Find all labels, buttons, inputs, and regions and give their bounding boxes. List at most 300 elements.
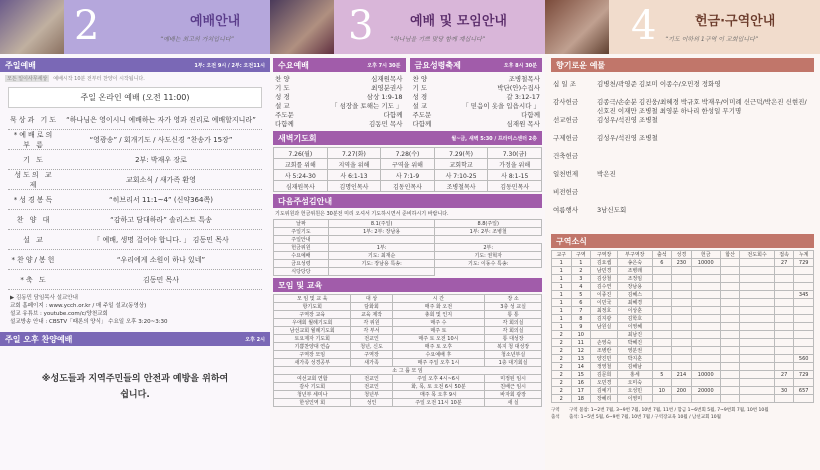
- table-cell: 미정된 임시: [485, 375, 542, 383]
- table-cell: 2: [552, 395, 572, 403]
- order-value: 2부: 박재우 장로: [135, 155, 187, 164]
- table-cell: 김혜스: [618, 291, 652, 299]
- table-cell: 청소년부실: [485, 351, 542, 359]
- table-cell: 매주 토: [392, 327, 485, 335]
- table-cell: [740, 323, 774, 331]
- page-worship: [0, 0, 270, 470]
- group-report-row: [552, 291, 814, 299]
- footer-tag: 출석: [551, 415, 560, 420]
- table-header: 시 간: [392, 295, 485, 303]
- table-cell: [740, 267, 774, 275]
- table-cell: [672, 355, 692, 363]
- table-header: 성경: [672, 251, 692, 259]
- table-cell: [740, 355, 774, 363]
- table-cell: 전교인: [351, 383, 392, 391]
- offering-list: [545, 74, 820, 234]
- table-cell: [740, 283, 774, 291]
- next-row: [274, 236, 542, 244]
- table-cell: 27: [774, 259, 794, 267]
- link-youtube[interactable]: 설교 유튜브 : youtube.com/c/양천교회: [10, 311, 108, 317]
- church-photo: [545, 0, 609, 54]
- table-cell: 3층 성 교실: [485, 303, 542, 311]
- table-cell: [691, 283, 720, 291]
- table-cell: [720, 379, 740, 387]
- table-cell: 주일 오전 11시 10분: [392, 399, 485, 407]
- table-cell: 6: [571, 299, 591, 307]
- table-cell: [794, 307, 814, 315]
- table-cell: [774, 379, 794, 387]
- order-line: [413, 74, 541, 83]
- order-line: [413, 101, 541, 110]
- table-cell: 사 6:1-13: [327, 170, 381, 181]
- offering-label: 구제헌금: [553, 134, 579, 142]
- table-cell: [740, 371, 774, 379]
- table-cell: [691, 347, 720, 355]
- table-cell: 조병철목사: [434, 181, 488, 192]
- order-row: [8, 270, 262, 290]
- table-cell: [652, 347, 672, 355]
- group-report-row: [552, 323, 814, 331]
- table-cell: 가정을 위해: [488, 159, 542, 170]
- offering-label: 건축헌금: [553, 152, 579, 160]
- next-row: [274, 220, 542, 228]
- table-cell: 정영철: [591, 363, 618, 371]
- table-cell: 한성인역 회: [274, 399, 351, 407]
- table-cell: 친배근 임시: [485, 383, 542, 391]
- table-cell: 214: [672, 371, 692, 379]
- table-cell: [691, 323, 720, 331]
- order-label: 기 도: [23, 155, 45, 164]
- table-cell: 남선교회 월례기도회: [274, 327, 351, 335]
- table-cell: 2: [552, 355, 572, 363]
- table-header: 교구: [552, 251, 572, 259]
- table-cell: 345: [794, 291, 814, 299]
- offering-row: [553, 134, 812, 152]
- table-cell: [720, 387, 740, 395]
- page-subtitle: “기도 이하의 1구역 이 교회입니다”: [665, 36, 759, 43]
- offering-row: [553, 206, 812, 224]
- table-cell: 김학호: [618, 315, 652, 323]
- table-cell: 1: [552, 275, 572, 283]
- order-line: [413, 119, 541, 128]
- line-label: 기 도: [275, 84, 290, 92]
- table-cell: [652, 299, 672, 307]
- table-cell: 이영미: [618, 395, 652, 403]
- table-cell: [691, 267, 720, 275]
- table-cell: 김수연: [591, 283, 618, 291]
- table-cell: 사 8:1-15: [488, 170, 542, 181]
- table-cell: 조정임: [618, 275, 652, 283]
- group-report-header: [552, 251, 814, 259]
- table-cell: 교회를 위해: [274, 159, 328, 170]
- table-cell: [794, 395, 814, 403]
- group-report-row: [552, 259, 814, 267]
- table-cell: [691, 331, 720, 339]
- table-cell: 새 실: [485, 399, 542, 407]
- table-cell: 조병래: [618, 267, 652, 275]
- section-title: 향기로운 예물: [556, 60, 606, 70]
- table-cell: [740, 331, 774, 339]
- table-cell: [652, 275, 672, 283]
- order-row: [8, 250, 262, 270]
- link-homepage[interactable]: 교회 홈페이지 : www.ycch.or.kr / 매 주일 설교(동영상): [10, 303, 147, 309]
- group-report-row: [552, 299, 814, 307]
- table-cell: 전교인: [351, 335, 392, 343]
- table-cell: [720, 307, 740, 315]
- link-sermon[interactable]: ▶ 김동민 담임목사 설교안내: [10, 295, 78, 301]
- table-cell: [794, 379, 814, 387]
- table-cell: 구역을 위해: [381, 159, 435, 170]
- order-value: “우리에게 소원이 하나 있네”: [116, 255, 206, 264]
- table-cell: 우애회 월례기도회: [274, 319, 351, 327]
- table-header: 합산: [720, 251, 740, 259]
- section-title: 모임 및 교육: [278, 280, 323, 290]
- table-cell: [774, 339, 794, 347]
- table-cell: [720, 395, 740, 403]
- line-label: 설 교: [275, 102, 290, 110]
- offering-names: 김성우/석진영 조병철: [597, 134, 658, 142]
- header: [270, 0, 545, 54]
- offering-names: 박은진: [597, 170, 616, 178]
- section-afternoon: [0, 332, 270, 346]
- order-row: [8, 190, 262, 210]
- table-cell: [774, 355, 794, 363]
- table-cell: [691, 315, 720, 323]
- table-cell: 최남진: [618, 331, 652, 339]
- order-value: 「 예배, 생명 걸어야 합니다. 」 김동민 목사: [93, 235, 229, 244]
- table-cell: [740, 299, 774, 307]
- group-report-row: [552, 307, 814, 315]
- table-cell: 매주 화 오전: [392, 303, 485, 311]
- table-cell: [652, 339, 672, 347]
- table-cell: [740, 347, 774, 355]
- page-title: 예배안내: [190, 14, 241, 29]
- offering-row: [553, 98, 812, 116]
- table-cell: [691, 395, 720, 403]
- line-value: 다함께: [275, 120, 294, 128]
- header: [0, 0, 270, 54]
- dawn-row: [274, 148, 542, 159]
- table-cell: [740, 307, 774, 315]
- section-sunday: [0, 58, 270, 72]
- table-cell: 바자회 광장: [485, 391, 542, 399]
- table-header: 장 소: [485, 295, 542, 303]
- order-value: 김동민 목사: [142, 275, 180, 284]
- table-cell: 최혜경: [618, 299, 652, 307]
- table-cell: 1: [552, 315, 572, 323]
- table-cell: 7.28(수): [381, 148, 435, 159]
- table-cell: 기도: 최재순: [328, 252, 435, 260]
- table-cell: 김지광: [591, 315, 618, 323]
- table-cell: 각 부서: [351, 327, 392, 335]
- table-cell: 복지 청 대성장: [485, 343, 542, 351]
- table-cell: 이상훈: [618, 307, 652, 315]
- table-cell: [691, 379, 720, 387]
- table-cell: 기도: 이동수 특송:: [435, 260, 542, 268]
- table-cell: [672, 323, 692, 331]
- table-cell: 오민경: [591, 379, 618, 387]
- table-cell: 16: [571, 379, 591, 387]
- offering-names: 김종극/손순분 김진웅/최혜경 박규호 박재우/이미례 신근덕/박은진 신현진/신호진 이재만 조병철 최영분 하나리 한성일 무기명: [597, 98, 807, 115]
- table-cell: 2: [552, 371, 572, 379]
- group-report-row: [552, 283, 814, 291]
- table-cell: [720, 331, 740, 339]
- table-cell: 새가족: [351, 359, 392, 367]
- table-cell: 1부: 2부: 조병철: [435, 228, 542, 236]
- table-cell: 7.29(목): [434, 148, 488, 159]
- table-cell: [774, 275, 794, 283]
- table-cell: 기도: 권혁자: [435, 252, 542, 260]
- order-value: 교회소식 / 새가족 환영: [126, 175, 196, 184]
- line-label: 주도문: [412, 111, 432, 119]
- table-header: 전도회수: [740, 251, 774, 259]
- group2-row: [274, 399, 542, 407]
- table-cell: 총회 및 인지: [392, 311, 485, 319]
- table-cell: 김명인목사: [327, 181, 381, 192]
- table-cell: [652, 379, 672, 387]
- table-cell: 새가족 성경공부: [274, 359, 351, 367]
- section-wed: [273, 58, 406, 72]
- note: [0, 72, 270, 85]
- table-cell: 729: [794, 371, 814, 379]
- group-row: [274, 311, 542, 319]
- table-cell: 수요예배: [274, 252, 329, 260]
- header: [545, 0, 820, 54]
- table-header: 출석: [652, 251, 672, 259]
- table-cell: 박지훈: [618, 355, 652, 363]
- table-cell: 13: [571, 355, 591, 363]
- table-cell: 화, 목, 토 오전 6시 50분: [392, 383, 485, 391]
- table-cell: 헌금위원: [274, 244, 329, 252]
- table-cell: [794, 363, 814, 371]
- section-title: 주일 오후 찬양예배: [5, 334, 73, 344]
- line-value: 박단(안)수집사: [497, 84, 540, 92]
- table-cell: [794, 347, 814, 355]
- table-cell: 매주 토 오전 10시: [392, 335, 485, 343]
- table-cell: 1: [552, 299, 572, 307]
- order-line: [413, 83, 541, 92]
- table-cell: [794, 267, 814, 275]
- section-title: 구역소식: [556, 236, 587, 246]
- table-cell: 7.27(화): [327, 148, 381, 159]
- table-cell: [652, 323, 672, 331]
- table-cell: [794, 339, 814, 347]
- order-value: “하나님은 영이시니 예배하는 자가 영과 진리로 예배할지니라”: [66, 115, 256, 124]
- table-cell: [720, 339, 740, 347]
- section-title: 새벽기도회: [278, 133, 317, 143]
- table-cell: 매주 주일 오후 1시: [392, 359, 485, 367]
- table-cell: 조병란: [591, 347, 618, 355]
- table-cell: 양진민: [591, 355, 618, 363]
- offering-row: [553, 170, 812, 188]
- group-report-row: [552, 379, 814, 387]
- page-number: 3: [348, 3, 374, 49]
- table-cell: 230: [672, 259, 692, 267]
- table-header: 누계: [794, 251, 814, 259]
- section-dawn: [273, 131, 542, 145]
- table-cell: 729: [794, 259, 814, 267]
- line-label: 성 경: [275, 93, 290, 101]
- table-cell: [740, 275, 774, 283]
- group-report-table: [551, 250, 814, 403]
- table-cell: 8.1(주일): [328, 220, 435, 228]
- table-cell: [652, 315, 672, 323]
- table-cell: 오성민: [618, 387, 652, 395]
- footer-tag: 구역: [551, 408, 560, 413]
- offering-row: [553, 152, 812, 170]
- line-value: 다함께: [412, 120, 432, 128]
- table-cell: 20000: [691, 387, 720, 395]
- table-cell: 3: [571, 275, 591, 283]
- table-cell: 통 대성장: [485, 335, 542, 343]
- table-cell: 14: [571, 363, 591, 371]
- table-cell: [652, 331, 672, 339]
- table-cell: [691, 307, 720, 315]
- table-cell: [774, 323, 794, 331]
- order-line: [413, 110, 541, 119]
- section-title: 다음주섬김안내: [278, 196, 333, 206]
- next-row: [274, 244, 542, 252]
- order-label: 찬 양 대: [16, 215, 52, 224]
- table-cell: [672, 363, 692, 371]
- offering-label: 선교헌금: [553, 116, 579, 124]
- line-value: 김동민 목사: [369, 120, 403, 128]
- church-photo: [270, 0, 334, 54]
- order-line: [275, 83, 403, 92]
- table-cell: [691, 275, 720, 283]
- offering-row: [553, 80, 812, 98]
- order-line: [275, 119, 403, 128]
- group-row: [274, 327, 542, 335]
- next-note: 기도위원과 헌금위원은 30분전 미리 오셔서 기도하시면서 준비하시기 바랍니다.: [275, 211, 449, 217]
- group-row: [274, 351, 542, 359]
- table-cell: 7.26(월): [274, 148, 328, 159]
- dawn-table: [273, 147, 542, 192]
- section-title: 수요예배: [278, 60, 309, 70]
- table-header: 모 임 및 교 육: [274, 295, 351, 303]
- group-report-row: [552, 395, 814, 403]
- table-cell: [740, 395, 774, 403]
- table-cell: 청년부 세미나: [274, 391, 351, 399]
- table-cell: [652, 363, 672, 371]
- table-cell: [794, 331, 814, 339]
- group2-row: [274, 383, 542, 391]
- table-cell: 김동민목사: [488, 181, 542, 192]
- table-cell: [774, 267, 794, 275]
- fri-order: [408, 74, 546, 128]
- section-time: 오후 7시 30분: [367, 62, 401, 69]
- table-cell: 2: [552, 331, 572, 339]
- order-label: 설 교: [23, 235, 45, 244]
- table-cell: [691, 363, 720, 371]
- group-report-row: [552, 331, 814, 339]
- group-report-row: [552, 363, 814, 371]
- table-cell: 성인: [351, 399, 392, 407]
- table-cell: [740, 259, 774, 267]
- table-cell: [672, 291, 692, 299]
- table-cell: [691, 355, 720, 363]
- table-cell: 박혜진: [618, 339, 652, 347]
- table-cell: 항기도회: [274, 303, 351, 311]
- table-cell: 1: [552, 307, 572, 315]
- table-cell: [652, 283, 672, 291]
- sermon-links: [0, 290, 270, 330]
- table-cell: 토요제자 기도회: [274, 335, 351, 343]
- table-cell: 18: [571, 395, 591, 403]
- section-groups: [551, 234, 814, 248]
- next-row: [274, 228, 542, 236]
- table-cell: [774, 291, 794, 299]
- order-line: [275, 74, 403, 83]
- table-cell: [740, 291, 774, 299]
- table-cell: [720, 259, 740, 267]
- table-cell: 송은숙: [618, 259, 652, 267]
- table-cell: [774, 395, 794, 403]
- table-cell: 5: [652, 371, 672, 379]
- table-cell: [774, 347, 794, 355]
- line-value: 조병철목사: [508, 75, 540, 83]
- table-cell: 홍세: [618, 371, 652, 379]
- section-fri: [410, 58, 543, 72]
- table-cell: [720, 299, 740, 307]
- group-report-row: [552, 315, 814, 323]
- line-value: 심재원 목사: [506, 120, 540, 128]
- table-cell: 1층 대기회실: [485, 359, 542, 367]
- table-cell: 통 통: [485, 311, 542, 319]
- section-time: 1부: 오전 9시 / 2부: 오전11시: [194, 62, 265, 69]
- line-value: 삼상 1:9-18: [366, 93, 403, 101]
- table-cell: 교육 제작: [351, 311, 392, 319]
- line-value: 갈 3:12-17: [506, 93, 540, 101]
- table-cell: 2: [552, 387, 572, 395]
- line-label: 찬 양: [275, 75, 290, 83]
- line-value: 「 믿음이 옷을 입읍시다 」: [462, 102, 540, 110]
- table-cell: 30: [774, 387, 794, 395]
- table-cell: [720, 291, 740, 299]
- table-cell: 사 5:24-30: [274, 170, 328, 181]
- table-cell: [740, 339, 774, 347]
- table-cell: 200: [672, 387, 692, 395]
- table-cell: 손영숙: [591, 339, 618, 347]
- table-cell: 구역장 모임: [274, 351, 351, 359]
- table-cell: [652, 355, 672, 363]
- table-cell: 사 7:10-25: [434, 170, 488, 181]
- table-cell: 전교인: [351, 375, 392, 383]
- link-broadcast[interactable]: 설교방송 안내 : CBSTV「때론의 양식」 수요일 오후 3:20~3:30: [10, 319, 168, 325]
- wed-order: [270, 74, 408, 128]
- table-cell: [672, 315, 692, 323]
- order-row: [8, 150, 262, 170]
- table-cell: [672, 283, 692, 291]
- table-cell: [691, 339, 720, 347]
- page-subtitle: “예배는 최고의 가치입니다”: [160, 36, 234, 43]
- table-cell: 2부:: [435, 244, 542, 252]
- line-value: 심재원목사: [371, 75, 403, 83]
- group2-row: [274, 375, 542, 383]
- table-cell: 주일안내: [274, 236, 329, 244]
- page-number: 4: [631, 3, 657, 49]
- order-row: [8, 170, 262, 190]
- table-cell: [794, 315, 814, 323]
- group-report-row: [552, 275, 814, 283]
- table-header: 대 상: [351, 295, 392, 303]
- group-row: [274, 335, 542, 343]
- group-report-row: [552, 267, 814, 275]
- table-cell: 2: [552, 339, 572, 347]
- table-cell: [672, 331, 692, 339]
- table-cell: [672, 339, 692, 347]
- table-cell: 각 회의실: [485, 319, 542, 327]
